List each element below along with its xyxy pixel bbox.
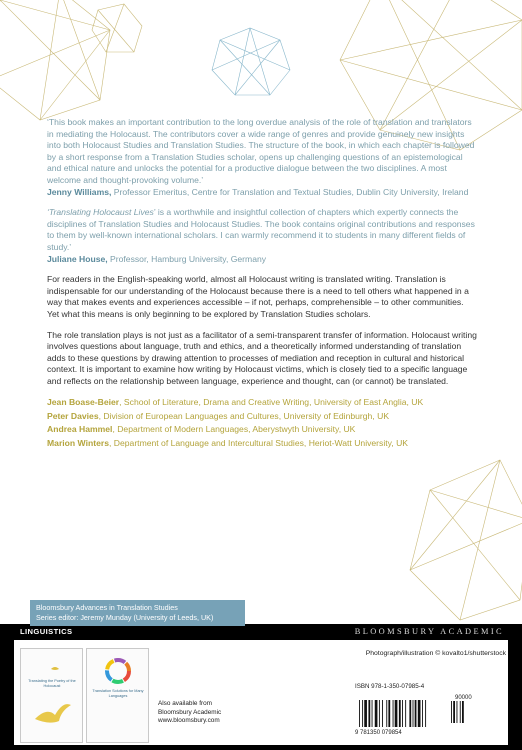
- back-cover-text: [47, 117, 477, 450]
- image-credit: Photograph/illustration © kovalto1/shutterstock: [365, 650, 506, 657]
- review-quote-2-text: ’ is a worthwhile and insightful collection of chapters which expertly connects the disciplines of Translation Studies and Holocaust Studies. The book contains original contributions and responses to them by well-known international scholars. I can warmly recommend it to students in many different fields of study.’: [47, 207, 475, 252]
- barcode-addon-digits: 90000: [455, 695, 472, 701]
- related-book-cover-2[interactable]: [86, 648, 149, 743]
- editor-line: [47, 437, 477, 450]
- publisher-name: BLOOMSBURY ACADEMIC: [354, 627, 504, 636]
- review-attribution-1: [47, 187, 477, 199]
- review-attribution-2: [47, 254, 477, 266]
- blurb-paragraph-1: For readers in the English-speaking world, almost all Holocaust writing is translated writing. Translation is indispensable for our understanding of the Holocaust because there is a need to tell others what happened in a way that makes events and experiences accessible – if not, perhaps, comprehensible – to other communities. Yet what this means is only beginning to be explored by Translation Studies scholars.: [47, 274, 469, 319]
- editor-name: Marion Winters: [47, 437, 109, 448]
- reviewer-name-2: Juliane House,: [47, 253, 108, 264]
- review-quote-2: [47, 207, 477, 253]
- also-available-text: [158, 700, 221, 726]
- blurb-paragraph-2: The role translation plays is not just as a facilitator of a semi-transparent transfer of information. Holocaust writing involves questions about language, truth and ethics, and a theoretically informed understanding of translation adds to these questions by drawing attention to processes of mediation and reception in cultural and historical context. It is important to examine how writing by Holocaust victims, which is closely tied to a specific language and reflects on the relationship between language, experience and thought, can (or cannot) be translated.: [47, 329, 477, 386]
- reviewer-name-1: Jenny Williams,: [47, 186, 112, 197]
- editor-line: [47, 396, 477, 409]
- subject-tag: LINGUISTICS: [20, 627, 73, 636]
- barcode-digits: 9 781350 079854: [355, 730, 402, 736]
- reviewer-affiliation-2: Professor, Hamburg University, Germany: [110, 253, 267, 264]
- also-available-line: Also available from: [158, 700, 212, 707]
- publisher-website-link[interactable]: www.bloomsbury.com: [158, 717, 220, 724]
- editor-affiliation: , Division of European Languages and Cultures, University of Edinburgh, UK: [98, 410, 390, 421]
- related-book-title-1: Translating the Poetry of the Holocaust: [28, 679, 76, 688]
- related-book-cover-1[interactable]: [20, 648, 83, 743]
- reviewer-affiliation-1: Professor Emeritus, Centre for Translation and Textual Studies, Dublin City University, Ireland: [113, 186, 469, 197]
- also-available-publisher: Bloomsbury Academic: [158, 708, 222, 716]
- bird-icon: [21, 649, 83, 743]
- series-info-box: [30, 600, 245, 626]
- related-book-title-2: Translation Solutions for Many Languages: [92, 689, 144, 698]
- editor-name: Andrea Hammel: [47, 424, 113, 435]
- editor-affiliation: , Department of Modern Languages, Aberystwyth University, UK: [112, 424, 356, 435]
- review-quote-1: ‘This book makes an important contribution to the long overdue analysis of the role of translation and translators in mediating the Holocaust. The contributors cover a wide range of genres and provide genuinely new insights into both Holocaust Studies and Translation Studies. The structure of the book, in which each chapter is followed by a short response from a Translation Studies scholar, opens up challenging questions of an epistemological and ethical nature and unlocks the potential for a productive dialogue between the two disciplines. A most welcome and thought-provoking volume.’: [47, 117, 475, 185]
- editor-line: [47, 410, 477, 423]
- editor-line: [47, 423, 477, 436]
- editor-name: Jean Boase-Beier: [47, 397, 120, 408]
- editor-name: Peter Davies: [47, 410, 99, 421]
- series-name: Bloomsbury Advances in Translation Studies: [36, 603, 178, 612]
- barcode: [355, 692, 475, 736]
- editor-affiliation: , School of Literature, Drama and Creative Writing, University of East Anglia, UK: [119, 397, 424, 408]
- isbn-text: ISBN 978-1-350-07985-4: [355, 683, 425, 690]
- quoted-book-title: ‘Translating Holocaust Lives: [47, 207, 154, 218]
- series-editor: Series editor: Jeremy Munday (University of Leeds, UK): [36, 612, 214, 622]
- editor-affiliation: , Department of Language and Intercultural Studies, Heriot-Watt University, UK: [109, 437, 409, 448]
